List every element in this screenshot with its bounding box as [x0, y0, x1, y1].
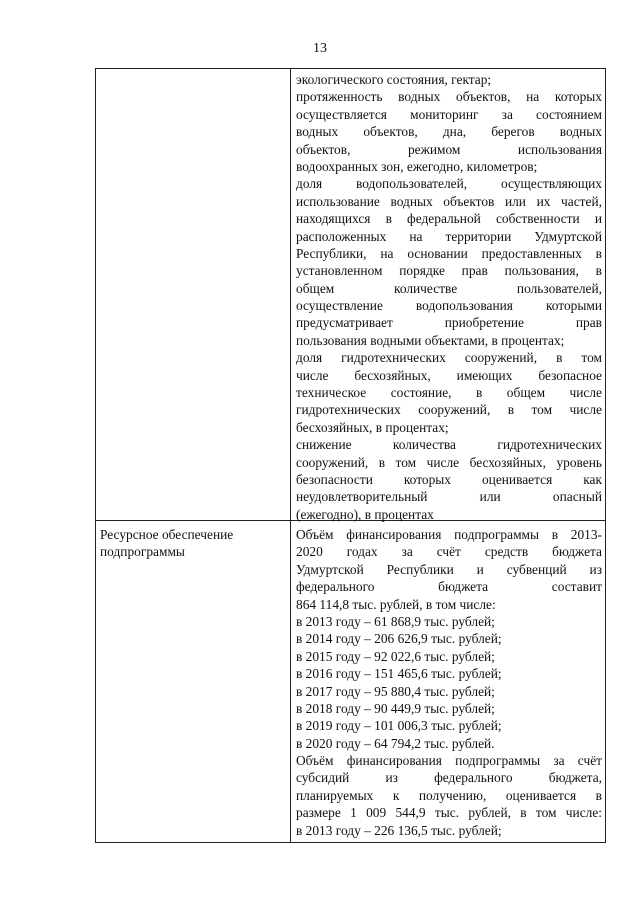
- indicators-line: протяженность водных объектов, на которых: [296, 89, 602, 105]
- indicators-line: сооружений, в том числе бесхозяйных, уровень: [296, 454, 602, 470]
- indicators-line: объектов, режимом использования: [296, 141, 602, 157]
- financing-line: в 2017 году – 95 880,4 тыс. рублей;: [296, 683, 495, 699]
- indicators-line: Республики, на основании предоставленных в: [296, 245, 602, 261]
- financing-line: в 2013 году – 226 136,5 тыс. рублей;: [296, 822, 502, 838]
- resource-label-line-2: подпрограммы: [100, 544, 185, 560]
- financing-line: Объём финансирования подпрограммы в 2013-: [296, 527, 602, 542]
- indicators-line: экологического состояния, гектар;: [296, 72, 492, 87]
- indicators-line: использование водных объектов или их частей,: [296, 193, 602, 209]
- program-table: [95, 68, 606, 843]
- financing-line: Удмуртской Республики и субвенций из: [296, 561, 602, 577]
- indicators-line: снижение количества гидротехнических: [296, 437, 602, 453]
- indicators-line: осуществление водопользования которыми: [296, 298, 602, 314]
- financing-line: в 2013 году – 61 868,9 тыс. рублей;: [296, 613, 495, 629]
- financing-line: в 2018 году – 90 449,9 тыс. рублей;: [296, 700, 495, 716]
- indicators-line: предусматривает приобретение прав: [296, 315, 602, 331]
- indicators-line: водных объектов, дна, берегов водных: [296, 124, 602, 140]
- financing-line: размере 1 009 544,9 тыс. рублей, в том числе:: [296, 805, 602, 821]
- page-number: 13: [313, 41, 327, 56]
- financing-line: Объём финансирования подпрограммы за счёт: [296, 753, 602, 769]
- financing-line: субсидий из федерального бюджета,: [296, 770, 602, 786]
- indicators-line: установленном порядке прав пользования, в: [296, 263, 602, 279]
- indicators-line: (ежегодно), в процентах: [296, 506, 434, 522]
- indicators-line: осуществляется мониторинг за состоянием: [296, 106, 602, 122]
- financing-line: 2020 годах за счёт средств бюджета: [296, 544, 602, 560]
- resource-label-cell: [100, 526, 285, 561]
- indicators-line: общем количестве пользователей,: [296, 280, 602, 296]
- financing-line: в 2015 году – 92 022,6 тыс. рублей;: [296, 648, 495, 664]
- indicators-line: бесхозяйных, в процентах;: [296, 419, 449, 435]
- indicators-line: находящихся в федеральной собственности и: [296, 211, 602, 227]
- indicators-line: водоохранных зон, ежегодно, километров;: [296, 158, 538, 174]
- indicators-line: доля водопользователей, осуществляющих: [296, 176, 602, 192]
- indicators-line: числе бесхозяйных, имеющих безопасное: [296, 367, 602, 383]
- indicators-line: безопасности которых оценивается как: [296, 471, 602, 487]
- financing-line: в 2016 году – 151 465,6 тыс. рублей;: [296, 666, 502, 682]
- resource-label-line-1: Ресурсное обеспечение: [100, 527, 234, 542]
- indicators-line: пользования водными объектами, в процентах;: [296, 332, 565, 348]
- financing-cell: [296, 526, 602, 839]
- financing-line: в 2019 году – 101 006,3 тыс. рублей;: [296, 718, 502, 734]
- financing-line: в 2020 году – 64 794,2 тыс. рублей.: [296, 735, 495, 751]
- indicators-line: гидротехнических сооружений, в том числе: [296, 402, 602, 418]
- indicators-line: расположенных на территории Удмуртской: [296, 228, 602, 244]
- indicators-line: техническое состояние, в общем числе: [296, 385, 602, 401]
- column-divider: [290, 69, 291, 842]
- indicators-line: доля гидротехнических сооружений, в том: [296, 350, 602, 366]
- financing-line: федерального бюджета составит: [296, 579, 602, 595]
- financing-line: в 2014 году – 206 626,9 тыс. рублей;: [296, 631, 502, 647]
- financing-line: планируемых к получению, оценивается в: [296, 787, 602, 803]
- indicators-line: неудовлетворительный или опасный: [296, 489, 602, 505]
- financing-line: 864 114,8 тыс. рублей, в том числе:: [296, 596, 496, 612]
- indicators-cell: [296, 71, 602, 523]
